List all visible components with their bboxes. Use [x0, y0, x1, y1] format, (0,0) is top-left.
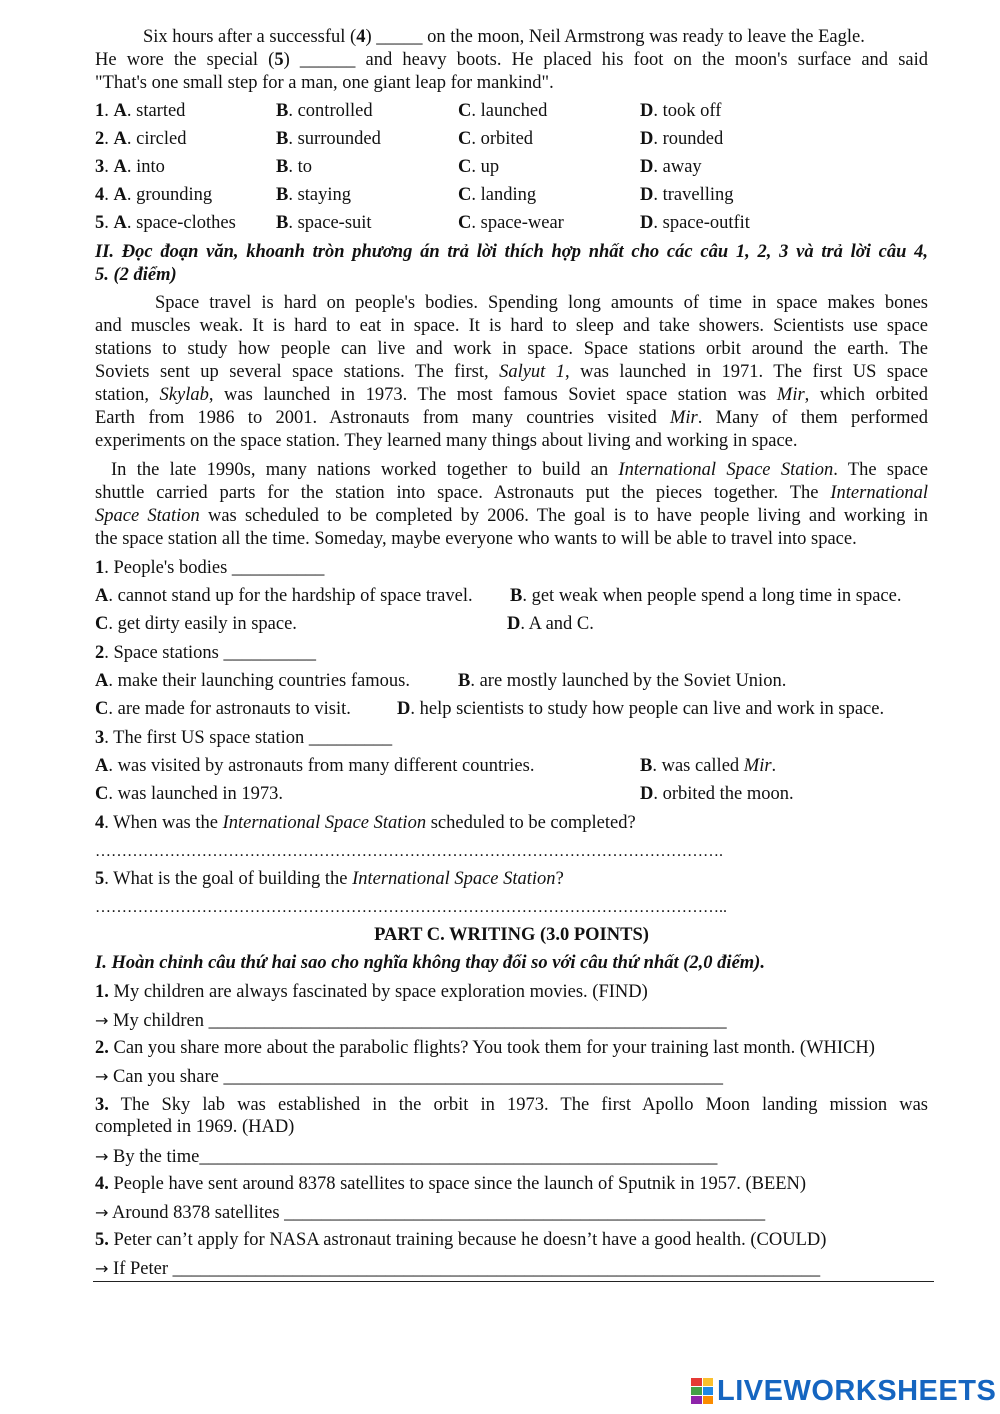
- option-b[interactable]: B. controlled: [276, 101, 373, 121]
- logo-blocks-icon: [691, 1378, 713, 1404]
- passage-line: stations to study how people can live and work in space. Space stations orbit around the earth. The: [95, 339, 928, 359]
- text: He wore the special (: [95, 50, 275, 70]
- writing-item-2: 2. Can you share more about the parabolic flights? You took them for your training last month. (WHICH): [95, 1038, 875, 1058]
- arrow-icon: →: [95, 1147, 109, 1166]
- writing-item-5: 5. Peter can’t apply for NASA astronaut training because he doesn’t have a good health. (COULD): [95, 1230, 827, 1250]
- passage-line: shuttle carried parts for the station into space. Astronauts put the pieces together. The International: [95, 483, 928, 503]
- arrow-icon: →: [95, 1011, 109, 1030]
- option-d[interactable]: D. away: [640, 157, 702, 177]
- answer-line-4[interactable]: ……………………………………………………………………………………………………….: [95, 843, 723, 860]
- passage-line: the space station all the time. Someday, maybe everyone who wants to will be able to travel into space.: [95, 529, 857, 549]
- option-d[interactable]: D. orbited the moon.: [640, 784, 794, 804]
- arrow-icon: →: [95, 1067, 109, 1086]
- option-a[interactable]: A. was visited by astronauts from many different countries.: [95, 756, 535, 776]
- liveworksheets-logo[interactable]: [691, 1376, 996, 1406]
- option-c[interactable]: C. orbited: [458, 129, 534, 149]
- text: ) ______ and heavy boots. He placed his foot on the moon's surface and said: [283, 50, 928, 70]
- logo-block: [703, 1378, 714, 1386]
- option-d[interactable]: D. took off: [640, 101, 722, 121]
- option-c[interactable]: C. get dirty easily in space.: [95, 614, 297, 634]
- option-b[interactable]: B. get weak when people spend a long time in space.: [510, 586, 902, 606]
- option-d[interactable]: D. rounded: [640, 129, 724, 149]
- text: Six hours after a successful (: [143, 27, 357, 47]
- option-c[interactable]: C. landing: [458, 185, 537, 205]
- option-c[interactable]: C. was launched in 1973.: [95, 784, 284, 804]
- footer-divider: [93, 1281, 934, 1282]
- option-b[interactable]: B. surrounded: [276, 129, 381, 149]
- option-a[interactable]: A. cannot stand up for the hardship of space travel.: [95, 586, 473, 606]
- option-b[interactable]: B. staying: [276, 185, 352, 205]
- option-b[interactable]: B. space-suit: [276, 213, 372, 233]
- writing-answer-5[interactable]: → If Peter ______________________________________________________________________: [95, 1259, 821, 1279]
- passage-line: Space travel is hard on people's bodies. Spending long amounts of time in space makes bones: [155, 293, 928, 313]
- blank-number: 4: [356, 27, 366, 47]
- option-c[interactable]: C. are made for astronauts to visit.: [95, 699, 351, 719]
- option-a[interactable]: 5. A. space-clothes: [95, 213, 236, 233]
- writing-heading: I. Hoàn chỉnh câu thứ hai sao cho nghĩa không thay đổi so với câu thứ nhất (2,0 điểm).: [95, 953, 765, 973]
- option-a[interactable]: A. make their launching countries famous.: [95, 671, 410, 691]
- arrow-icon: →: [95, 1259, 109, 1278]
- arrow-icon: →: [95, 1203, 109, 1222]
- option-d[interactable]: D. help scientists to study how people can live and work in space.: [397, 699, 885, 719]
- passage-line: Earth from 1986 to 2001. Astronauts from many countries visited Mir. Many of them performed: [95, 408, 929, 428]
- passage-line: experiments on the space station. They learned many things about living and working in space.: [95, 431, 798, 451]
- writing-item-1: 1. My children are always fascinated by space exploration movies. (FIND): [95, 982, 648, 1002]
- writing-item-3-cont: completed in 1969. (HAD): [95, 1117, 295, 1137]
- option-b[interactable]: B. to: [276, 157, 312, 177]
- option-d[interactable]: D. space-outfit: [640, 213, 750, 233]
- passage-line: In the late 1990s, many nations worked together to build an International Space Station. The space: [111, 460, 928, 480]
- writing-item-4: 4. People have sent around 8378 satellites to space since the launch of Sputnik in 1957. (BEEN): [95, 1174, 807, 1194]
- option-d[interactable]: D. travelling: [640, 185, 734, 205]
- passage-intro-line-2: [95, 49, 928, 72]
- logo-block: [703, 1396, 714, 1404]
- writing-answer-2[interactable]: → Can you share ______________________________________________________: [95, 1067, 723, 1087]
- logo-block: [691, 1387, 702, 1395]
- reading-heading-line-2: 5. (2 điểm): [95, 265, 177, 285]
- option-d[interactable]: D. A and C.: [507, 614, 594, 634]
- option-a[interactable]: 1. A. started: [95, 101, 186, 121]
- answer-line-5[interactable]: ………………………………………………………………………………………………………..: [95, 899, 727, 916]
- logo-text: LIVEWORKSHEETS: [717, 1374, 997, 1407]
- question-1-stem: 1. People's bodies __________: [95, 558, 325, 578]
- question-4-stem: 4. When was the International Space Station scheduled to be completed?: [95, 813, 636, 833]
- logo-block: [703, 1387, 714, 1395]
- logo-block: [691, 1396, 702, 1404]
- option-c[interactable]: C. launched: [458, 101, 548, 121]
- passage-line: and muscles weak. It is hard to eat in space. It is hard to sleep and take showers. Scientists use space: [95, 316, 928, 336]
- passage-intro-line-1: [95, 26, 928, 49]
- text: ) _____ on the moon, Neil Armstrong was ready to leave the Eagle.: [365, 27, 865, 47]
- passage-line: Soviets sent up several space stations. The first, Salyut 1, was launched in 1971. The first US space: [95, 362, 928, 382]
- writing-answer-3[interactable]: → By the time________________________________________________________: [95, 1147, 718, 1167]
- logo-block: [691, 1378, 702, 1386]
- passage-intro-line-3: "That's one small step for a man, one giant leap for mankind".: [95, 73, 554, 93]
- question-3-stem: 3. The first US space station _________: [95, 728, 393, 748]
- option-b[interactable]: B. are mostly launched by the Soviet Union.: [458, 671, 787, 691]
- question-5-stem: 5. What is the goal of building the International Space Station?: [95, 869, 564, 889]
- option-c[interactable]: C. up: [458, 157, 500, 177]
- passage-line: Space Station was scheduled to be completed by 2006. The goal is to have people living and working in: [95, 506, 929, 526]
- option-a[interactable]: 4. A. grounding: [95, 185, 213, 205]
- blank-number: 5: [274, 50, 284, 70]
- question-2-stem: 2. Space stations __________: [95, 643, 316, 663]
- option-a[interactable]: 3. A. into: [95, 157, 165, 177]
- writing-answer-1[interactable]: → My children ________________________________________________________: [95, 1011, 727, 1031]
- option-b[interactable]: B. was called Mir.: [640, 756, 777, 776]
- option-a[interactable]: 2. A. circled: [95, 129, 187, 149]
- part-c-title: PART C. WRITING (3.0 POINTS): [374, 925, 649, 945]
- passage-line: station, Skylab, was launched in 1973. The most famous Soviet space station was Mir, which orbited: [95, 385, 928, 405]
- writing-item-3: 3. The Sky lab was established in the orbit in 1973. The first Apollo Moon landing mission was: [95, 1095, 928, 1115]
- option-c[interactable]: C. space-wear: [458, 213, 564, 233]
- reading-heading-line-1: II. Đọc đoạn văn, khoanh tròn phương án trả lời thích hợp nhất cho các câu 1, 2, 3 và trả lời câu 4,: [95, 242, 928, 262]
- writing-answer-4[interactable]: → Around 8378 satellites ____________________________________________________: [95, 1203, 766, 1223]
